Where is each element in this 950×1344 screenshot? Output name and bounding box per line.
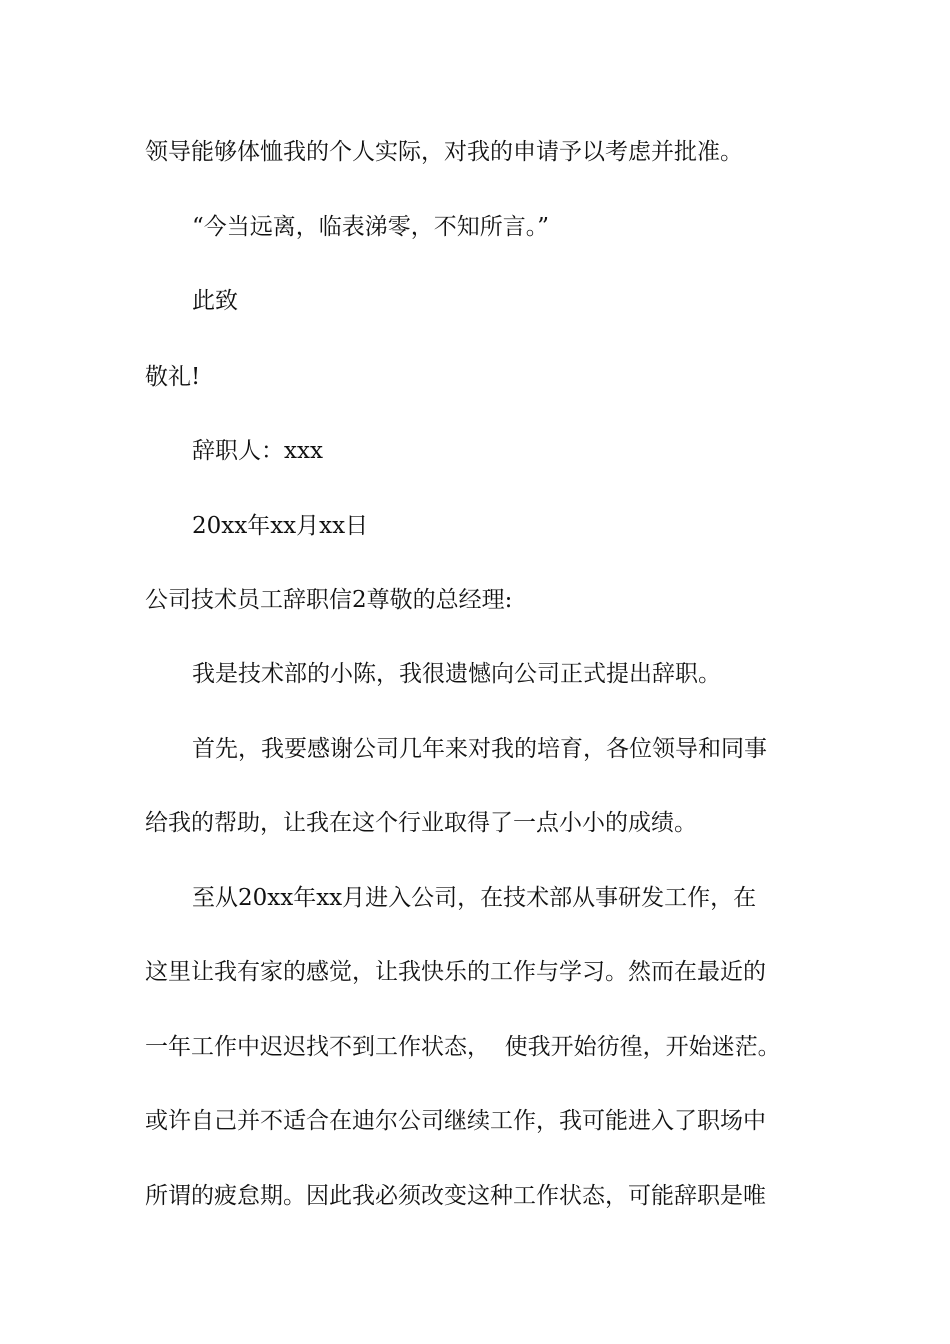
- salutation-line: 此致: [192, 288, 238, 314]
- text-line: 首先，我要感谢公司几年来对我的培育，各位领导和同事: [192, 736, 767, 762]
- date-line: 20xx年xx月xx日: [192, 513, 369, 539]
- text-line: 这里让我有家的感觉，让我快乐的工作与学习。然而在最近的: [145, 959, 766, 985]
- text-line: 或许自己并不适合在迪尔公司继续工作，我可能进入了职场中: [145, 1108, 766, 1134]
- text-line: 我是技术部的小陈，我很遗憾向公司正式提出辞职。: [192, 661, 721, 687]
- text-line: 给我的帮助，让我在这个行业取得了一点小小的成绩。: [145, 810, 697, 836]
- text-line: 领导能够体恤我的个人实际，对我的申请予以考虑并批准。: [145, 139, 743, 165]
- closing-line: 敬礼!: [145, 364, 201, 390]
- text-line: 至从20xx年xx月进入公司，在技术部从事研发工作，在: [192, 885, 757, 911]
- quote-line: “今当远离，临表涕零，不知所言。”: [192, 214, 550, 240]
- section-heading: 公司技术员工辞职信2尊敬的总经理:: [145, 587, 513, 613]
- text-line: 一年工作中迟迟找不到工作状态， 使我开始彷徨，开始迷茫。: [145, 1034, 781, 1060]
- text-line: 所谓的疲怠期。因此我必须改变这种工作状态，可能辞职是唯: [145, 1183, 766, 1209]
- signer-line: 辞职人：xxx: [192, 438, 323, 464]
